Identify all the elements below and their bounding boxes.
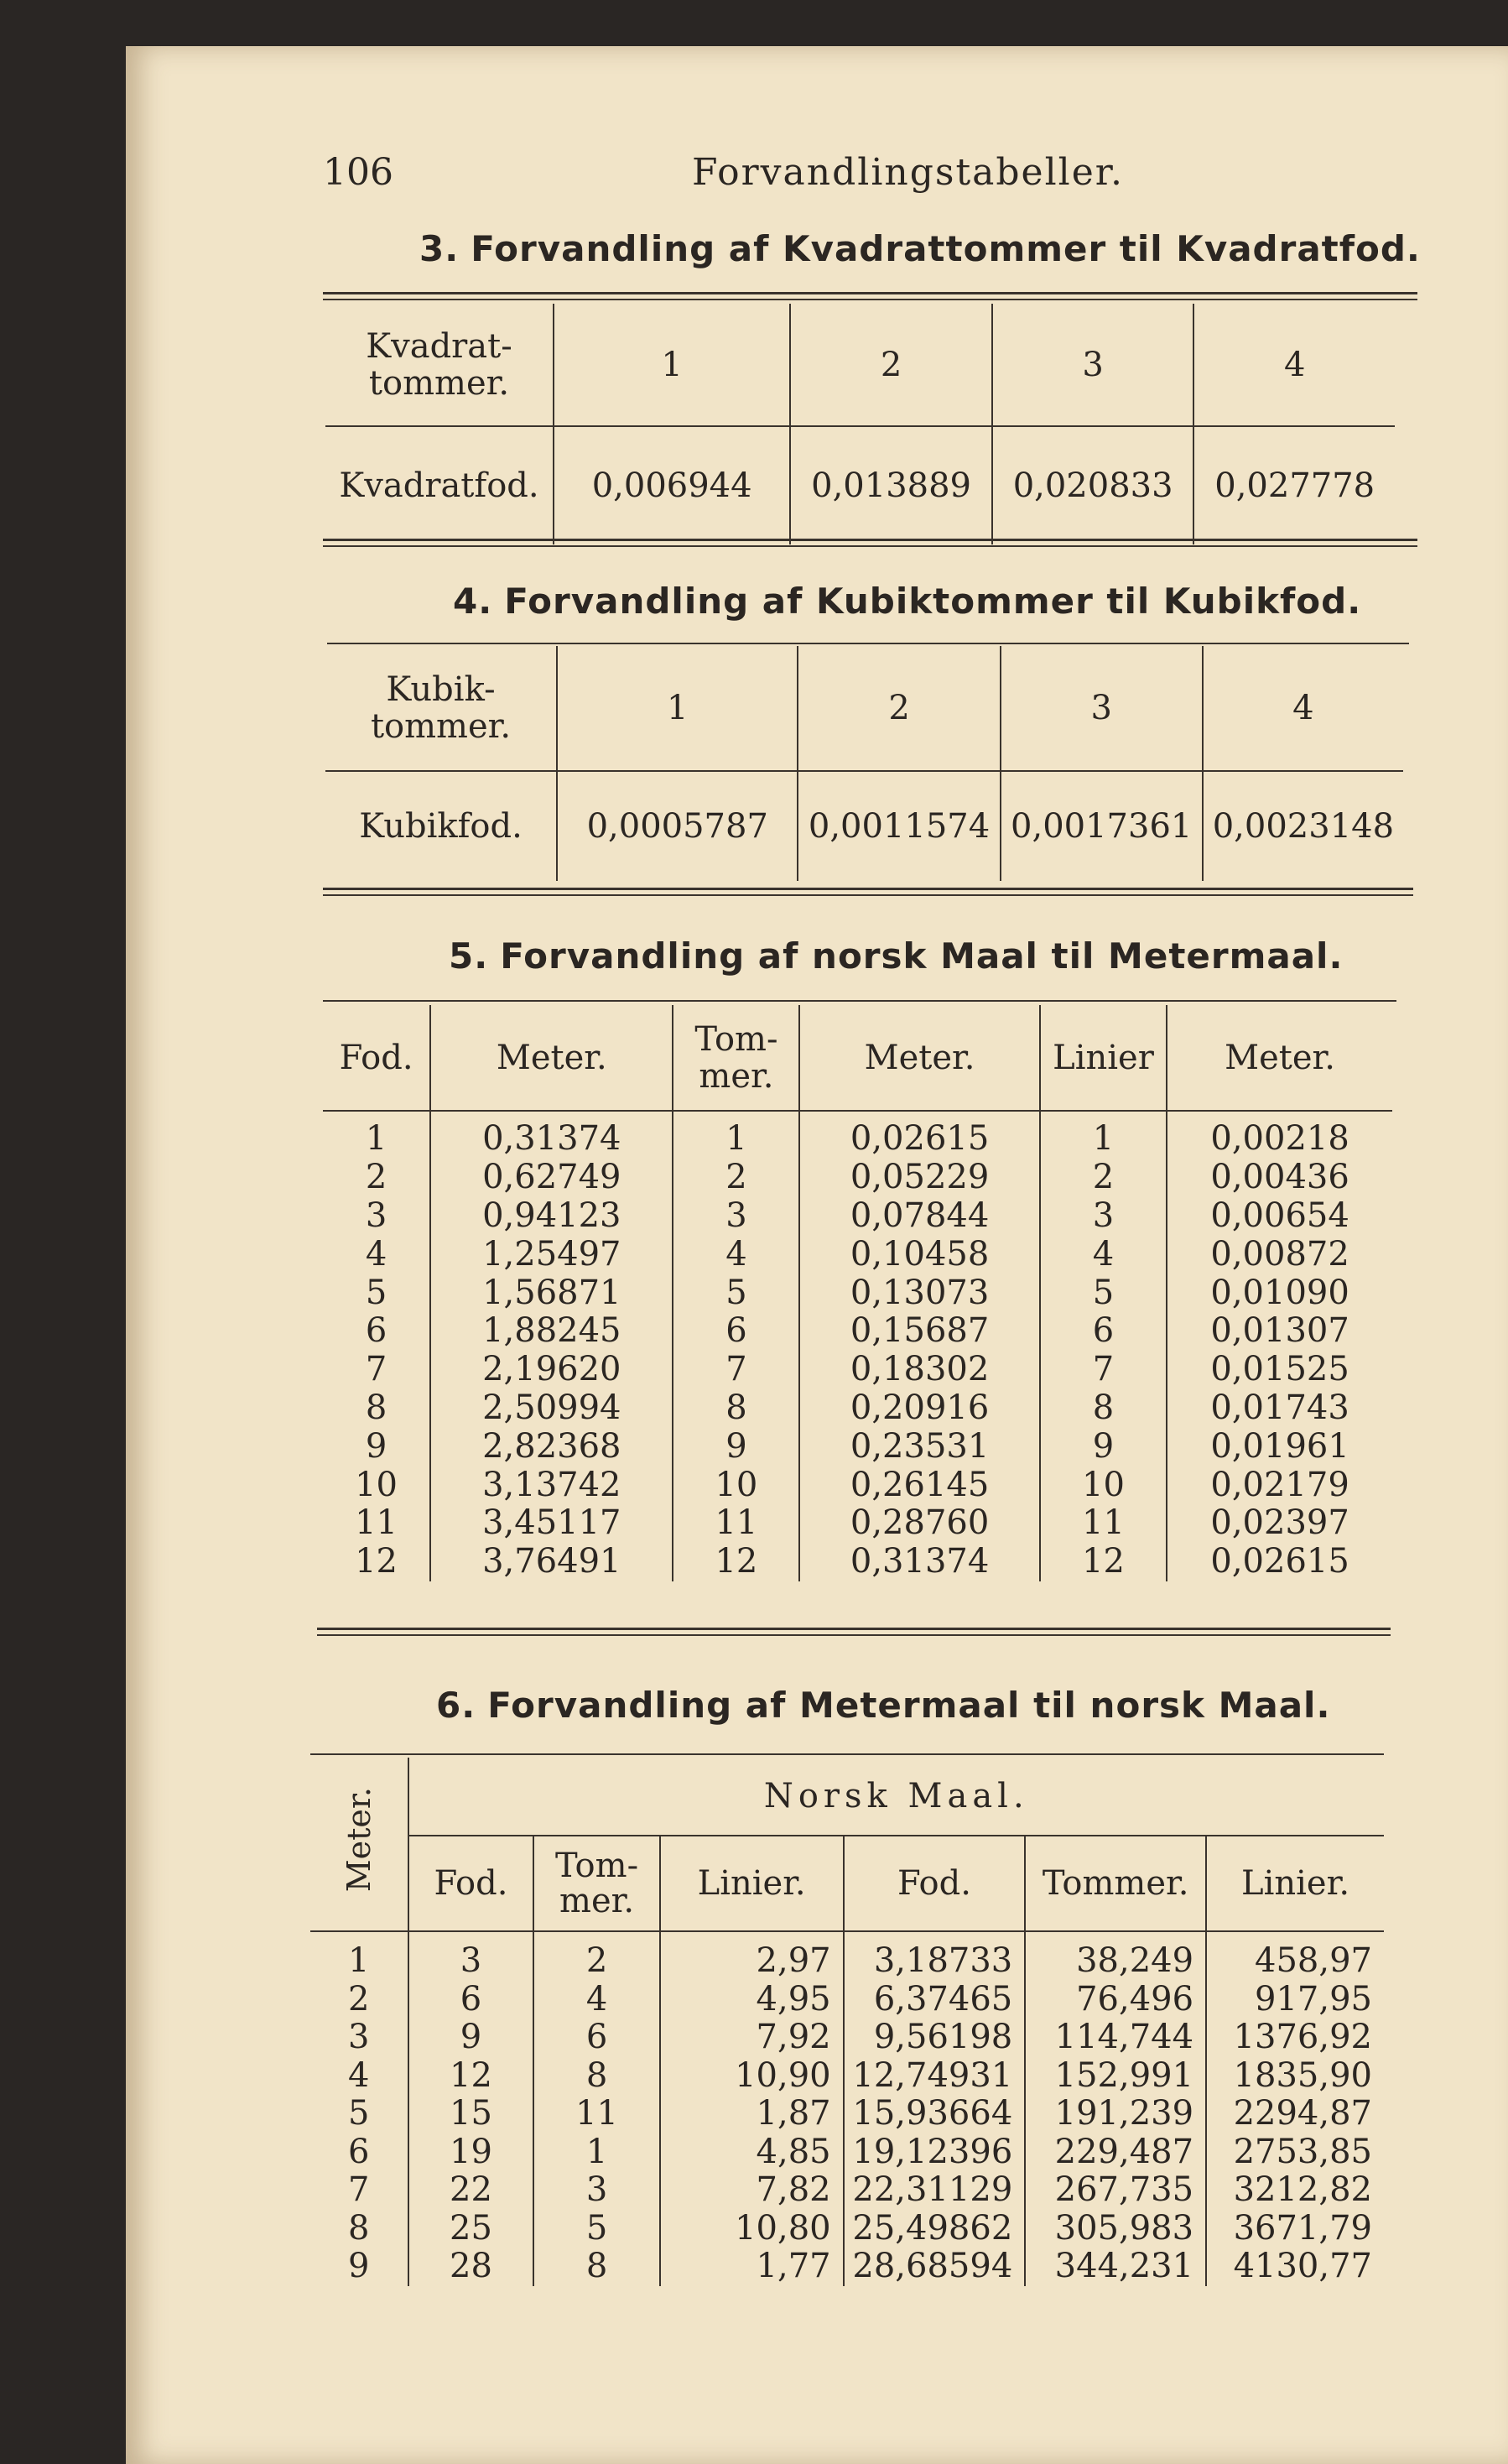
tommer-cell: 3 xyxy=(533,2171,659,2210)
table-row xyxy=(323,1159,1392,1197)
rule xyxy=(310,1753,1384,1755)
linier-cell: 1 xyxy=(1040,1111,1167,1159)
section-4-table xyxy=(325,646,1403,881)
linier-cell: 7,82 xyxy=(660,2171,844,2210)
linier-cell: 7 xyxy=(1040,1351,1167,1389)
linier-cell: 10 xyxy=(1040,1466,1167,1504)
col-header-meter: Meter. xyxy=(430,1005,673,1111)
running-title: Forvandlingstabeller. xyxy=(692,151,1124,194)
rule xyxy=(317,1634,1391,1636)
rule xyxy=(323,539,1417,541)
linier-cell: 10,80 xyxy=(660,2210,844,2248)
meter-cell: 0,01743 xyxy=(1167,1389,1392,1428)
row-label-kvadrattommer: Kvadrat- tommer. xyxy=(325,304,554,426)
tommer-cell: 38,249 xyxy=(1025,1931,1206,1981)
section-3-number: 3. xyxy=(419,228,460,269)
linier-cell: 458,97 xyxy=(1206,1931,1384,1981)
running-header xyxy=(197,151,1371,201)
tommer-cell: 191,239 xyxy=(1025,2095,1206,2133)
fod-cell: 5 xyxy=(365,1273,387,1312)
tommer-cell: 6 xyxy=(533,2019,659,2057)
rule xyxy=(323,1000,1396,1002)
section-3-title xyxy=(419,228,1421,269)
meter-cell: 0,31374 xyxy=(799,1543,1039,1581)
tommer-cell: 4 xyxy=(533,1981,659,2019)
meter-cell: 2,82368 xyxy=(430,1427,673,1466)
fod-cell: 6,37465 xyxy=(844,1981,1026,2019)
col-header-tommer: Tom- mer. xyxy=(673,1005,799,1111)
value-cell: 0,0011574 xyxy=(798,771,1000,881)
group-header-norsk-maal: Norsk Maal. xyxy=(408,1758,1385,1836)
table-row xyxy=(310,2210,1384,2248)
meter-cell: 1,88245 xyxy=(430,1312,673,1351)
rule xyxy=(323,292,1417,294)
meter-cell: 0,00872 xyxy=(1167,1235,1392,1274)
linier-cell: 10,90 xyxy=(660,2057,844,2096)
header-cell: 3 xyxy=(992,304,1194,426)
meter-cell: 3,13742 xyxy=(430,1466,673,1504)
tommer-cell: 8 xyxy=(533,2248,659,2286)
meter-cell: 0,02615 xyxy=(799,1111,1039,1159)
linier-cell: 3 xyxy=(1040,1197,1167,1236)
section-6-number: 6. xyxy=(436,1685,476,1726)
fod-cell: 11 xyxy=(355,1503,398,1543)
linier-cell: 3212,82 xyxy=(1206,2171,1384,2210)
table-row xyxy=(323,1197,1392,1236)
fod-cell: 25 xyxy=(408,2210,534,2248)
linier-cell: 1835,90 xyxy=(1206,2057,1384,2096)
fod-cell: 9 xyxy=(408,2019,534,2057)
header-cell: 1 xyxy=(554,304,790,426)
table-row xyxy=(323,1312,1392,1351)
col-header-linier: Linier. xyxy=(660,1836,844,1931)
table-row xyxy=(323,1351,1392,1389)
table-row xyxy=(323,1111,1392,1159)
meter-cell: 3,45117 xyxy=(430,1504,673,1543)
meter-cell: 9 xyxy=(348,2247,370,2286)
fod-cell: 22,31129 xyxy=(844,2171,1026,2210)
linier-cell: 5 xyxy=(1040,1274,1167,1312)
tommer-cell: 229,487 xyxy=(1025,2133,1206,2172)
meter-cell: 0,00436 xyxy=(1167,1159,1392,1197)
section-5-body xyxy=(323,1111,1392,1581)
linier-cell: 917,95 xyxy=(1206,1981,1384,2019)
linier-cell: 1,77 xyxy=(660,2248,844,2286)
col-header-fod: Fod. xyxy=(408,1836,534,1931)
tommer-cell: 6 xyxy=(673,1312,799,1351)
tommer-cell: 8 xyxy=(533,2057,659,2096)
value-cell: 0,020833 xyxy=(992,426,1194,544)
meter-cell: 1,56871 xyxy=(430,1274,673,1312)
fod-cell: 12 xyxy=(355,1542,398,1581)
value-cell: 0,027778 xyxy=(1193,426,1395,544)
header-cell: 1 xyxy=(557,646,798,771)
linier-cell: 7,92 xyxy=(660,2019,844,2057)
col-header-meter: Meter. xyxy=(1167,1005,1392,1111)
col-header-tommer: Tom- mer. xyxy=(533,1836,659,1931)
meter-cell: 0,94123 xyxy=(430,1197,673,1236)
tommer-cell: 7 xyxy=(673,1351,799,1389)
table-row xyxy=(323,1504,1392,1543)
table-row xyxy=(323,1466,1392,1504)
section-4-title xyxy=(453,581,1361,622)
meter-cell: 0,02397 xyxy=(1167,1504,1392,1543)
tommer-cell: 2 xyxy=(533,1931,659,1981)
row-label-kvadratfod: Kvadratfod. xyxy=(339,466,539,505)
col-header-fod: Fod. xyxy=(844,1836,1026,1931)
section-5-heading: Forvandling af norsk Maal til Metermaal. xyxy=(500,935,1344,977)
table-row xyxy=(323,1235,1392,1274)
table-row xyxy=(310,1981,1384,2019)
section-6-body xyxy=(310,1931,1384,2286)
fod-cell: 28 xyxy=(408,2248,534,2286)
fod-cell: 12,74931 xyxy=(844,2057,1026,2096)
fod-cell: 19,12396 xyxy=(844,2133,1026,2172)
col-header-linier: Linier xyxy=(1040,1005,1167,1111)
fod-cell: 3,18733 xyxy=(844,1931,1026,1981)
header-cell: 4 xyxy=(1203,646,1403,771)
fod-cell: 10 xyxy=(355,1465,398,1504)
section-3-heading: Forvandling af Kvadrattommer til Kvadratfod. xyxy=(471,228,1421,269)
section-4-heading: Forvandling af Kubiktommer til Kubikfod. xyxy=(504,581,1362,622)
section-5-number: 5. xyxy=(449,935,489,977)
meter-cell: 2 xyxy=(348,1979,370,2019)
section-3-table xyxy=(325,304,1395,544)
linier-cell: 4,85 xyxy=(660,2133,844,2172)
tommer-cell: 2 xyxy=(673,1159,799,1197)
meter-cell: 0,20916 xyxy=(799,1389,1039,1428)
fod-cell: 2 xyxy=(365,1158,387,1197)
linier-cell: 4,95 xyxy=(660,1981,844,2019)
rule xyxy=(323,545,1417,547)
fod-cell: 8 xyxy=(365,1388,387,1427)
tommer-cell: 1 xyxy=(533,2133,659,2172)
value-cell: 0,013889 xyxy=(790,426,992,544)
value-cell: 0,0023148 xyxy=(1203,771,1403,881)
meter-cell: 0,26145 xyxy=(799,1466,1039,1504)
fod-cell: 19 xyxy=(408,2133,534,2172)
meter-cell: 0,02615 xyxy=(1167,1543,1392,1581)
rule xyxy=(323,299,1417,300)
col-header-linier: Linier. xyxy=(1206,1836,1384,1931)
fod-cell: 15,93664 xyxy=(844,2095,1026,2133)
tommer-cell: 5 xyxy=(673,1274,799,1312)
col-header-tommer: Tommer. xyxy=(1025,1836,1206,1931)
tommer-cell: 8 xyxy=(673,1389,799,1428)
table-row xyxy=(310,2095,1384,2133)
meter-cell: 0,01307 xyxy=(1167,1312,1392,1351)
fod-cell: 25,49862 xyxy=(844,2210,1026,2248)
table-row xyxy=(323,1274,1392,1312)
value-cell: 0,0005787 xyxy=(557,771,798,881)
value-cell: 0,0017361 xyxy=(1001,771,1203,881)
table-row xyxy=(323,1389,1392,1428)
meter-cell: 8 xyxy=(348,2208,370,2248)
tommer-cell: 344,231 xyxy=(1025,2248,1206,2286)
header-cell: 2 xyxy=(798,646,1000,771)
linier-cell: 1,87 xyxy=(660,2095,844,2133)
linier-cell: 8 xyxy=(1040,1389,1167,1428)
fod-cell: 3 xyxy=(365,1196,387,1235)
meter-cell: 0,07844 xyxy=(799,1197,1039,1236)
header-cell: 4 xyxy=(1193,304,1395,426)
meter-cell: 0,62749 xyxy=(430,1159,673,1197)
fod-cell: 28,68594 xyxy=(844,2248,1026,2286)
linier-cell: 2753,85 xyxy=(1206,2133,1384,2172)
meter-cell: 0,18302 xyxy=(799,1351,1039,1389)
table-row xyxy=(310,1931,1384,1981)
linier-cell: 2294,87 xyxy=(1206,2095,1384,2133)
page-number: 106 xyxy=(323,151,393,194)
meter-cell: 0,15687 xyxy=(799,1312,1039,1351)
tommer-cell: 12 xyxy=(673,1543,799,1581)
section-6-table xyxy=(310,1758,1384,2286)
section-6-heading: Forvandling af Metermaal til norsk Maal. xyxy=(487,1685,1331,1726)
meter-cell: 0,23531 xyxy=(799,1427,1039,1466)
tommer-cell: 305,983 xyxy=(1025,2210,1206,2248)
table-row xyxy=(310,2133,1384,2172)
linier-cell: 2 xyxy=(1040,1159,1167,1197)
rule xyxy=(327,643,1409,644)
table-row xyxy=(323,1427,1392,1466)
table-row xyxy=(310,2057,1384,2096)
meter-cell: 0,05229 xyxy=(799,1159,1039,1197)
meter-cell: 2,50994 xyxy=(430,1389,673,1428)
linier-cell: 4130,77 xyxy=(1206,2248,1384,2286)
header-cell: 3 xyxy=(1001,646,1203,771)
section-6-title xyxy=(436,1685,1330,1726)
meter-cell: 0,13073 xyxy=(799,1274,1039,1312)
section-5-table xyxy=(323,1005,1392,1581)
col-header-fod: Fod. xyxy=(323,1005,430,1111)
meter-cell: 6 xyxy=(348,2132,370,2171)
meter-cell: 0,02179 xyxy=(1167,1466,1392,1504)
tommer-cell: 152,991 xyxy=(1025,2057,1206,2096)
meter-cell: 4 xyxy=(348,2055,370,2095)
fod-cell: 3 xyxy=(408,1931,534,1981)
meter-cell: 3 xyxy=(348,2018,370,2057)
meter-cell: 0,01090 xyxy=(1167,1274,1392,1312)
meter-cell: 0,31374 xyxy=(430,1111,673,1159)
tommer-cell: 11 xyxy=(533,2095,659,2133)
fod-cell: 7 xyxy=(365,1350,387,1389)
meter-cell: 0,00218 xyxy=(1167,1111,1392,1159)
col-header-meter-side xyxy=(310,1758,408,1931)
meter-cell: 1 xyxy=(348,1941,370,1981)
tommer-cell: 4 xyxy=(673,1235,799,1274)
meter-cell: 0,00654 xyxy=(1167,1197,1392,1236)
row-label-kubiktommer: Kubik- tommer. xyxy=(325,646,557,771)
fod-cell: 4 xyxy=(365,1234,387,1274)
header-cell: 2 xyxy=(790,304,992,426)
fod-cell: 15 xyxy=(408,2095,534,2133)
linier-cell: 6 xyxy=(1040,1312,1167,1351)
linier-cell: 11 xyxy=(1040,1504,1167,1543)
fod-cell: 6 xyxy=(408,1981,534,2019)
tommer-cell: 76,496 xyxy=(1025,1981,1206,2019)
table-row xyxy=(323,1543,1392,1581)
rule xyxy=(317,1628,1391,1630)
tommer-cell: 11 xyxy=(673,1504,799,1543)
meter-cell: 1,25497 xyxy=(430,1235,673,1274)
meter-cell: 0,01525 xyxy=(1167,1351,1392,1389)
side-header-meter: Meter. xyxy=(340,1787,377,1893)
linier-cell: 4 xyxy=(1040,1235,1167,1274)
fod-cell: 22 xyxy=(408,2171,534,2210)
meter-cell: 5 xyxy=(348,2094,370,2133)
table-row xyxy=(310,2171,1384,2210)
tommer-cell: 10 xyxy=(673,1466,799,1504)
fod-cell: 1 xyxy=(365,1119,387,1159)
section-5-title xyxy=(449,935,1343,977)
table-row xyxy=(310,2019,1384,2057)
tommer-cell: 9 xyxy=(673,1427,799,1466)
linier-cell: 9 xyxy=(1040,1427,1167,1466)
fod-cell: 12 xyxy=(408,2057,534,2096)
meter-cell: 0,10458 xyxy=(799,1235,1039,1274)
linier-cell: 1376,92 xyxy=(1206,2019,1384,2057)
meter-cell: 3,76491 xyxy=(430,1543,673,1581)
value-cell: 0,006944 xyxy=(554,426,790,544)
tommer-cell: 1 xyxy=(673,1111,799,1159)
section-4-number: 4. xyxy=(453,581,493,622)
meter-cell: 0,01961 xyxy=(1167,1427,1392,1466)
tommer-cell: 267,735 xyxy=(1025,2171,1206,2210)
tommer-cell: 3 xyxy=(673,1197,799,1236)
tommer-cell: 114,744 xyxy=(1025,2019,1206,2057)
rule xyxy=(323,894,1413,896)
fod-cell: 9,56198 xyxy=(844,2019,1026,2057)
linier-cell: 3671,79 xyxy=(1206,2210,1384,2248)
rule xyxy=(323,888,1413,890)
linier-cell: 2,97 xyxy=(660,1931,844,1981)
meter-cell: 0,28760 xyxy=(799,1504,1039,1543)
fod-cell: 6 xyxy=(365,1311,387,1351)
row-label-kubikfod: Kubikfod. xyxy=(359,807,523,846)
col-header-meter: Meter. xyxy=(799,1005,1039,1111)
fod-cell: 9 xyxy=(365,1426,387,1466)
table-row xyxy=(310,2248,1384,2286)
tommer-cell: 5 xyxy=(533,2210,659,2248)
linier-cell: 12 xyxy=(1040,1543,1167,1581)
meter-cell: 2,19620 xyxy=(430,1351,673,1389)
meter-cell: 7 xyxy=(348,2170,370,2210)
